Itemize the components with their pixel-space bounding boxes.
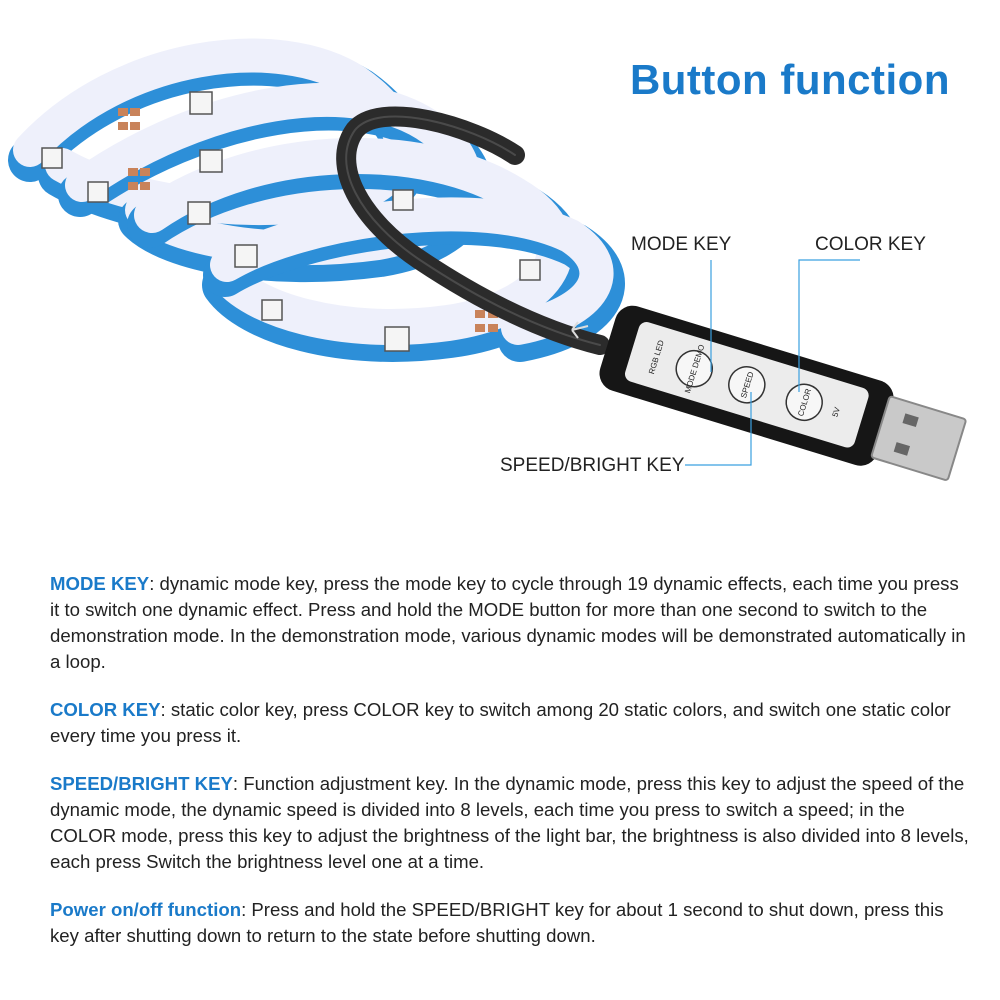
button-descriptions [50,571,970,971]
mode-key-text: : dynamic mode key, press the mode key to cycle through 19 dynamic effects, each time you press it to switch one dynamic effect. Press and hold the MODE button for more than one second to switch to the demonstration mode. In the demonstration mode, various dynamic modes will be demonstrated automatically in a loop. [50,573,966,672]
color-key-callout: COLOR KEY [815,234,926,255]
color-key-description [50,697,970,749]
voltage-label: 5V [830,406,842,419]
color-key-term: COLOR KEY [50,699,161,720]
mode-key-description [50,571,970,675]
page-title: Button function [629,56,950,103]
speed-key-term: SPEED/BRIGHT KEY [50,773,233,794]
speed-key-callout: SPEED/BRIGHT KEY [500,455,685,476]
speed-key-label: SPEED [739,370,756,400]
power-description [50,897,970,949]
controller-brand-label: RGB LED [647,339,666,376]
mode-key-label: MODE DEMO [683,343,707,395]
power-term: Power on/off function [50,899,242,920]
speed-key-description [50,771,970,875]
mode-key-callout: MODE KEY [631,234,732,255]
color-key-text: : static color key, press COLOR key to switch among 20 static colors, and switch one static color every time you press it. [50,699,951,746]
led-strip-coils [30,56,603,340]
speed-key-text: : Function adjustment key. In the dynamic mode, press this key to adjust the speed of the dynamic mode, the dynamic speed is divided into 8 levels, each time you press to switch a speed; in the COLOR mode, press this key to adjust the brightness of the light bar, the brightness is also divided into 8 levels, each press Switch the brightness level one at a time. [50,773,969,872]
color-key-label: COLOR [796,387,814,418]
power-text: : Press and hold the SPEED/BRIGHT key for about 1 second to shut down, press this key after shutting down to return to the state before shutting down. [50,899,944,946]
mode-key-term: MODE KEY [50,573,150,594]
usb-plug [871,396,966,481]
